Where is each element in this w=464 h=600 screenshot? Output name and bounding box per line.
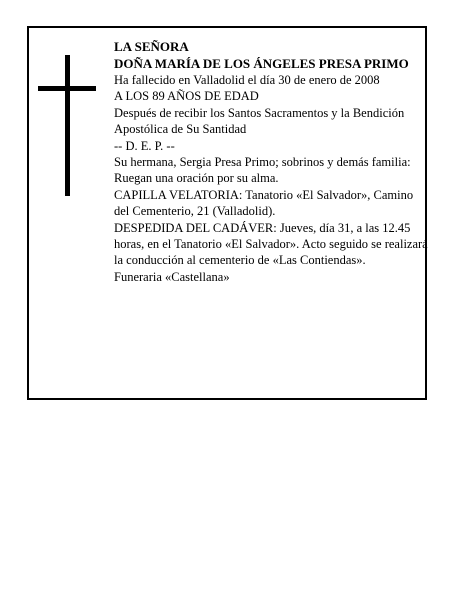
obituary-text-block	[114, 39, 428, 285]
farewell-info: DESPEDIDA DEL CADÁVER: Jueves, día 31, a las 12.45 horas, en el Tanatorio «El Salvador». Acto seguido se realizará la conducción al cementerio de «Las Contiendas».	[114, 220, 428, 268]
sacraments-info: Después de recibir los Santos Sacramentos y la Bendición Apostólica de Su Santidad	[114, 105, 405, 137]
rip-line: -- D. E. P. --	[114, 138, 175, 153]
age-info: A LOS 89 AÑOS DE EDAD	[114, 89, 259, 104]
cross-icon-crossbar	[38, 86, 96, 91]
funeral-home: Funeraria «Castellana»	[114, 269, 230, 284]
prayer-request: Ruegan una oración por su alma.	[114, 171, 279, 186]
death-info: Ha fallecido en Valladolid el día 30 de enero de 2008	[114, 73, 380, 87]
family-info: Su hermana, Sergia Presa Primo; sobrinos y demás familia:	[114, 155, 411, 170]
wake-info: CAPILLA VELATORIA: Tanatorio «El Salvador», Camino del Cementerio, 21 (Valladolid).	[114, 187, 414, 219]
heading-title: LA SEÑORA	[114, 39, 189, 54]
cross-icon	[65, 55, 70, 196]
deceased-name: DOÑA MARÍA DE LOS ÁNGELES PRESA PRIMO	[114, 55, 409, 71]
